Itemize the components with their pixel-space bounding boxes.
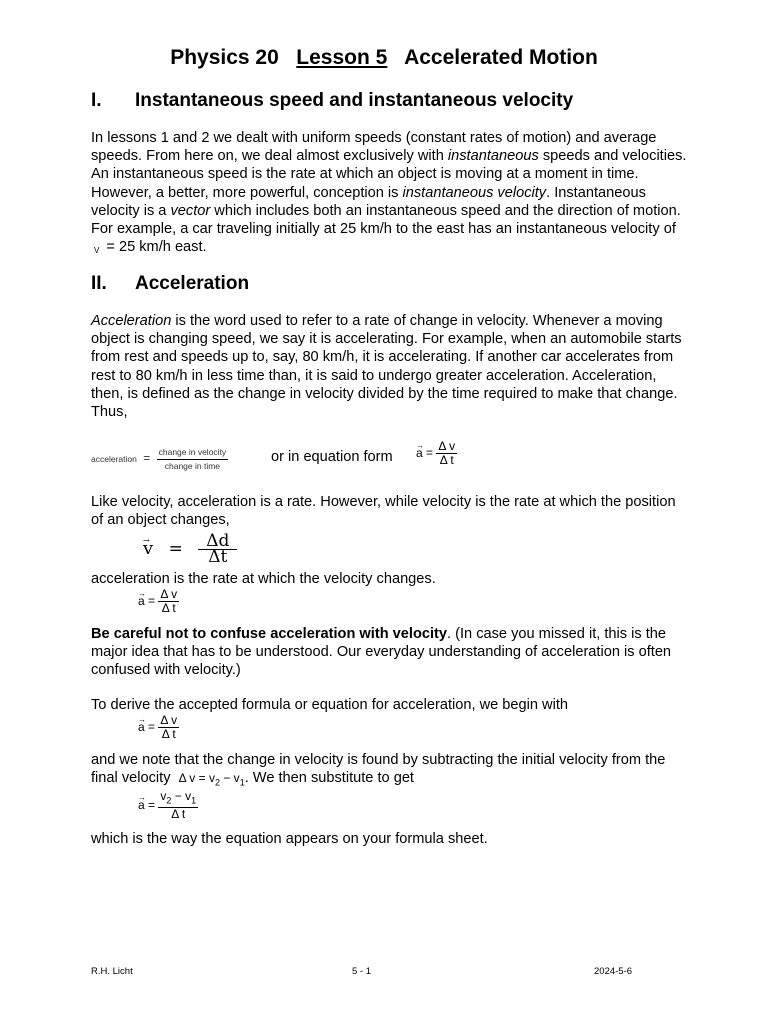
- paragraph-derive: To derive the accepted formula or equation for acceleration, we begin with: [91, 697, 569, 713]
- paragraph-caution: Be careful not to confuse acceleration with velocity. (In case you missed it, this is the major idea that has to be understood. Our everyday understanding of acceleration is often confused with velocity.): [91, 626, 672, 679]
- section-number: I.: [91, 90, 102, 111]
- footer-date: 2024-5-6: [594, 966, 633, 977]
- paragraph-formula-sheet: which is the way the equation appears on your formula sheet.: [91, 831, 488, 847]
- footer-page-number: 5 - 1: [352, 966, 372, 977]
- title-lesson: Lesson 5: [296, 46, 388, 69]
- section-heading-2: [91, 273, 249, 295]
- acceleration-final-equation: → a = $\frac{v_2 - v_1}{\text{Δ t}}$: [138, 790, 198, 821]
- section-title: Acceleration: [135, 273, 250, 294]
- delta-v-expression: Δ $v = v_2 - v_1$: [178, 771, 245, 788]
- word-equation: acceleration = $\frac{\text{change in velocity}}{\text{change in time}}$: [91, 447, 227, 471]
- paragraph-velocity-changes: acceleration is the rate at which the velocity changes.: [91, 571, 436, 587]
- velocity-symbol: V: [94, 246, 100, 256]
- or-equation-form-text: or in equation form: [271, 449, 393, 465]
- paragraph-substitute: and we note that the change in velocity is found by subtracting the initial velocity from the final velocity Δ $v = v_2 - v_1$. We then substitute to get: [91, 752, 666, 788]
- section-heading-1: [91, 90, 573, 112]
- acceleration-equation-1: → a = $\frac{\text{Δ v}}{\text{Δ t}}$: [416, 440, 457, 467]
- page-title: [0, 46, 768, 70]
- acceleration-equation-2: → a = $\frac{\text{Δ v}}{\text{Δ t}}$: [138, 588, 179, 615]
- acceleration-equation-3: → a = $\frac{\text{Δ v}}{\text{Δ t}}$: [138, 714, 179, 741]
- footer-author: R.H. Licht: [91, 966, 133, 977]
- section-title: Instantaneous speed and instantaneous velocity: [135, 90, 574, 111]
- section-number: II.: [91, 273, 107, 294]
- paragraph-acceleration: Acceleration is the word used to refer to a rate of change in velocity. Whenever a moving object is changing speed, we say it is accelerating. For example, when an automobile starts from rest and speeds up to, say, 80 km/h, it is accelerating. If another car accelerates from rest to 80 km/h in less time than, it is said to undergo greater acceleration. Acceleration, then, is defined as the change in velocity divided by the time required to make that change. Thus,: [91, 313, 682, 421]
- velocity-equation: → v = $\frac{\Delta d}{\Delta t}$: [143, 534, 237, 565]
- paragraph-velocity-rate: Like velocity, acceleration is a rate. However, while velocity is the rate at which the position of an object changes,: [91, 494, 676, 529]
- title-topic: Accelerated Motion: [404, 46, 598, 69]
- paragraph-instantaneous: In lessons 1 and 2 we dealt with uniform speeds (constant rates of motion) and average speeds. From here on, we deal almost exclusively with instantaneous speeds and velocities. An instantaneous speed is the rate at which an object is moving at a moment in time. However, a better, more powerful, conception is instantaneous velocity. Instantaneous velocity is a vector which includes both an instantaneous speed and the direction of motion. For example, a car traveling initially at 25 km/h to the east has an instantaneous velocity of V = 25 km/h east.: [91, 130, 687, 256]
- title-course: Physics 20: [170, 46, 279, 69]
